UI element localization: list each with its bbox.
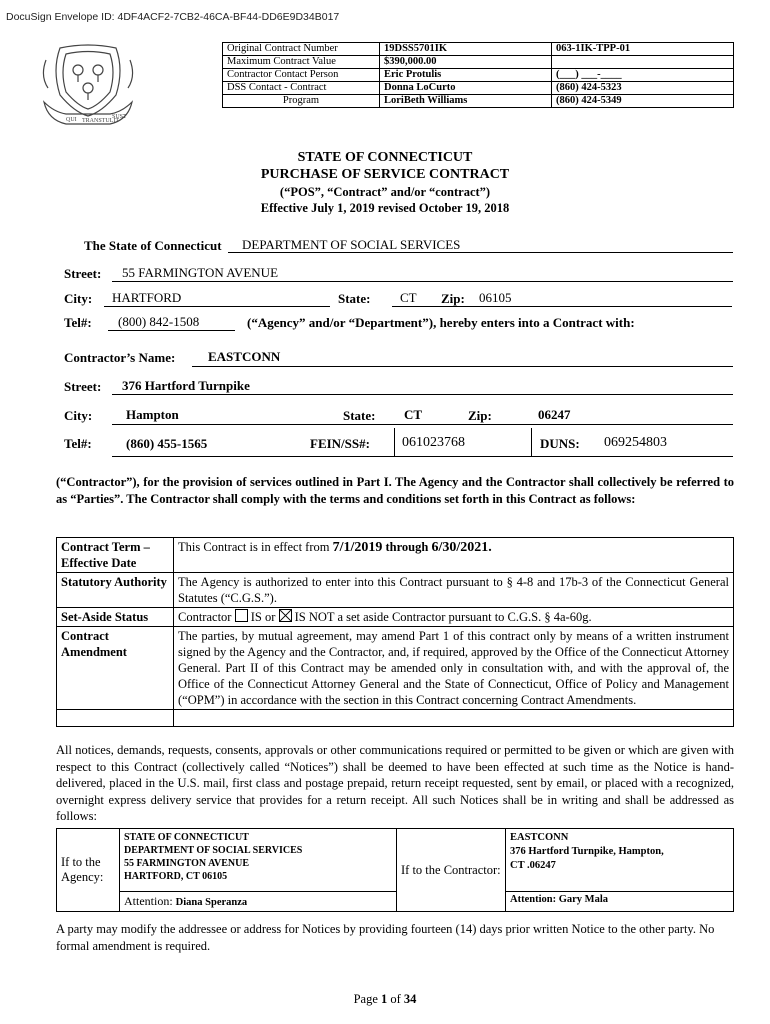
contractor-tel-label: Tel#:: [64, 436, 92, 451]
setaside-cell: [174, 608, 734, 627]
current-page: 1: [381, 992, 388, 1006]
address-line: 55 FARMINGTON AVENUE: [124, 858, 250, 869]
address-line: HARTFORD, CT 06105: [124, 871, 228, 882]
contractor-fein: 061023768: [402, 435, 465, 450]
table-row: [223, 69, 734, 82]
agency-tel-underline: [108, 330, 235, 331]
fein-divider: [394, 428, 395, 457]
contractor-city-label: City:: [64, 408, 93, 423]
heading-definitions: (“POS”, “Contract” and/or “contract”): [279, 185, 491, 199]
setaside-is: IS or: [250, 610, 276, 624]
contractor-duns-label: DUNS:: [540, 436, 580, 451]
agency-city-label: City:: [64, 291, 93, 306]
contractor-name-underline: [192, 366, 733, 367]
contractor-name: EASTCONN: [208, 349, 281, 364]
notice-contractor-label: If to the Contractor:: [397, 829, 506, 912]
table-row: [223, 82, 734, 95]
address-line: 376 Hartford Turnpike, Hampton,: [510, 846, 664, 857]
svg-text:TRANSTULIT: TRANSTULIT: [82, 118, 119, 124]
contractor-tel: (860) 455-1565: [126, 436, 208, 451]
address-line: DEPARTMENT OF SOCIAL SERVICES: [124, 845, 303, 856]
contractor-duns: 069254803: [604, 435, 667, 450]
notice-contractor-address: [506, 829, 734, 892]
of-word: of: [390, 992, 401, 1006]
agency-zip-label: Zip:: [441, 291, 465, 306]
contractor-tel-underline: [112, 456, 733, 457]
notice-agency-label: If to the Agency:: [57, 829, 120, 912]
contractor-zip: 06247: [538, 407, 571, 422]
table-row: [57, 573, 734, 608]
term-start: 7/1/2019: [332, 540, 383, 555]
contractor-state: CT: [404, 407, 423, 422]
table-row: [57, 608, 734, 627]
contractor-street-label: Street:: [64, 379, 102, 394]
table-row: [57, 829, 734, 892]
authority-text: The Agency is authorized to enter into this Contract pursuant to § 4-8 and 17b-3 of the Connecticut General Statutes (“C.G.S.”).: [174, 573, 734, 608]
agency-state-label: State:: [338, 291, 371, 306]
total-pages: 34: [403, 992, 417, 1006]
agency-enters-contract: (“Agency” and/or “Department”), hereby enters into a Contract with:: [247, 315, 635, 330]
is-not-checkbox-checked[interactable]: [279, 609, 292, 622]
intro-paragraph: (“Contractor”), for the provision of services outlined in Part I. The Agency and the Contractor shall collectively be referred to as “Parties”. The Contractor shall comply with the terms and conditions set forth in this Contract as follows:: [56, 475, 734, 506]
heading-state: STATE OF CONNECTICUT: [297, 150, 473, 165]
agency-street-label: Street:: [64, 266, 102, 281]
modify-paragraph: A party may modify the addressee or address for Notices by providing fourteen (14) days prior written Notice to the other party. No formal amendment is required.: [56, 922, 715, 953]
state-seal-logo: [38, 40, 138, 135]
table-row: [223, 56, 734, 69]
address-line: CT .06247: [510, 860, 556, 871]
max-value-label: Maximum Contract Value: [223, 56, 380, 69]
agency-tel: (800) 842-1508: [118, 314, 200, 329]
heading-effective-date: Effective July 1, 2019 revised October 19, 2018: [260, 201, 510, 215]
table-row: [57, 710, 734, 727]
dss-contact-name: Donna LoCurto: [380, 82, 552, 95]
contract-terms-table: [56, 537, 734, 727]
agency-street: 55 FARMINGTON AVENUE: [122, 265, 279, 280]
contract-info-table: [222, 42, 734, 108]
notices-paragraph: All notices, demands, requests, consents, approvals or other communications required or permitted to be given or which are given with respect to this Contract (collectively called “Notices”) shall be deemed to have been effected at such time as the Notice is hand-delivered, placed in the U.S. mail, first class and postage prepaid, return receipt requested, sent by email, or placed with a recognized, overnight express delivery service that provides for a return receipt. All such Notices shall be in writing and shall be addressed as follows:: [56, 743, 734, 823]
setaside-label: Set-Aside Status: [57, 608, 174, 627]
table-row: [223, 43, 734, 56]
table-row: [57, 892, 734, 912]
contractor-name-label: Contractor’s Name:: [64, 350, 176, 365]
empty-cell: [57, 710, 174, 727]
table-row: [223, 95, 734, 108]
amendment-label: Contract Amendment: [57, 627, 174, 710]
agency-city: HARTFORD: [112, 290, 182, 305]
agency-street-underline: [112, 281, 733, 282]
notice-agency-address: [120, 829, 397, 892]
notice-contractor-attention: Attention: Gary Mala: [506, 892, 734, 912]
notice-agency-attention: [120, 892, 397, 912]
program-label: Program: [223, 95, 380, 108]
authority-label: Statutory Authority: [57, 573, 174, 608]
contract-number-label: Original Contract Number: [223, 43, 380, 56]
setaside-prefix: Contractor: [178, 610, 232, 624]
setaside-isnot: IS NOT a set aside Contractor pursuant to C.G.S. § 4a-60g.: [294, 610, 592, 624]
contractor-fein-label: FEIN/SS#:: [310, 436, 370, 451]
page-word: Page: [353, 992, 378, 1006]
contract-number-value: 19DSS5701IK: [380, 43, 552, 56]
contractor-street-underline: [112, 394, 733, 395]
contractor-street: 376 Hartford Turnpike: [122, 378, 250, 393]
heading-contract-type: PURCHASE OF SERVICE CONTRACT: [260, 167, 510, 182]
department-name: DEPARTMENT OF SOCIAL SERVICES: [242, 237, 461, 252]
term-cell: [174, 538, 734, 573]
dss-contact-label: DSS Contact - Contract: [223, 82, 380, 95]
amendment-text: The parties, by mutual agreement, may amend Part 1 of this contract only by means of a written instrument signed by the Agency and the Contractor, and, if required, approved by the Office of the Connecticut Attorney General. Part II of this Contract may be amended only in consultation with, and with the approval of, the Office of the Connecticut Attorney General and the State of Connecticut, Office of Policy and Management (“OPM”) in accordance with the section in this Contract concerning Contract Amendments.: [174, 627, 734, 710]
program-contact-name: LoriBeth Williams: [380, 95, 552, 108]
contractor-city-underline: [112, 424, 733, 425]
contractor-zip-label: Zip:: [468, 408, 492, 423]
program-contact-phone: (860) 424-5349: [552, 95, 734, 108]
empty-cell: [552, 56, 734, 69]
table-row: [57, 538, 734, 573]
state-label: The State of Connecticut: [84, 238, 222, 253]
dss-contact-phone: (860) 424-5323: [552, 82, 734, 95]
address-line: EASTCONN: [510, 832, 569, 843]
contract-number-code: 063-1IK-TPP-01: [552, 43, 734, 56]
svg-text:QUI: QUI: [66, 117, 77, 123]
notice-address-table: [56, 828, 734, 912]
attention-name: Diana Speranza: [175, 897, 248, 908]
agency-tel-label: Tel#:: [64, 315, 92, 330]
table-row: [57, 627, 734, 710]
contact-person-phone: (___) ___-____: [552, 69, 734, 82]
duns-divider: [531, 428, 532, 457]
max-value: $390,000.00: [380, 56, 552, 69]
svg-text:SUST: SUST: [112, 114, 127, 120]
term-through: through: [385, 540, 429, 554]
term-label: Contract Term – Effective Date: [57, 538, 174, 573]
term-end: 6/30/2021.: [431, 540, 492, 555]
agency-zip: 06105: [479, 290, 512, 305]
envelope-id: DocuSign Envelope ID: 4DF4ACF2-7CB2-46CA-BF44-DD6E9D34B017: [6, 11, 340, 23]
term-prefix: This Contract is in effect from: [178, 540, 330, 554]
agency-city-underline: [104, 306, 330, 307]
page-number: [0, 992, 770, 1007]
contact-person-label: Contractor Contact Person: [223, 69, 380, 82]
address-line: STATE OF CONNECTICUT: [124, 832, 249, 843]
contractor-state-label: State:: [343, 408, 376, 423]
agency-state: CT: [400, 290, 417, 305]
contractor-city: Hampton: [126, 407, 179, 422]
is-checkbox[interactable]: [235, 609, 248, 622]
contact-person-name: Eric Protulis: [380, 69, 552, 82]
empty-cell: [174, 710, 734, 727]
attention-label: Attention:: [124, 894, 173, 908]
